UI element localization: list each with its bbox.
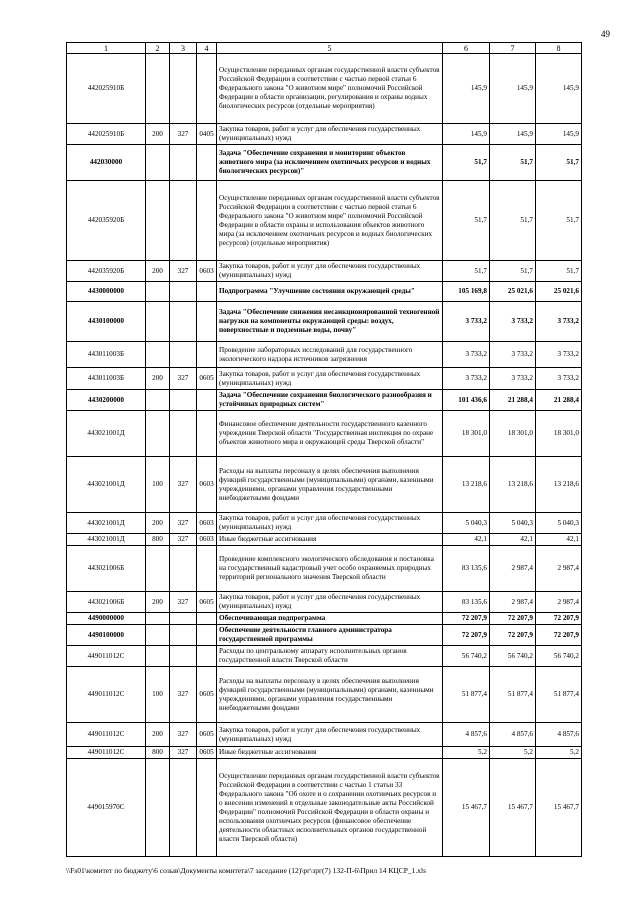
target-article-code: 4490100000 bbox=[67, 625, 146, 646]
administrator-code: 327 bbox=[170, 723, 197, 747]
item-name: Осуществление переданных органам государственной власти субъектов Российской Федерации в соответствии с частью первой статьи 6 Федерального закона "О животном мире" полномочий Российской Федерации в области охраны и использования объектов животного мира (за исключением охотничьих ресурсов и водных биологических ресурсов) (отдельные мероприятия) bbox=[217, 181, 443, 261]
table-row bbox=[67, 302, 582, 342]
administrator-code: 327 bbox=[170, 368, 197, 390]
amount-col8: 4 857,6 bbox=[536, 723, 582, 747]
section-code: 0405 bbox=[197, 124, 217, 145]
administrator-code bbox=[170, 625, 197, 646]
target-article-code: 4490000000 bbox=[67, 613, 146, 625]
amount-col8: 51 877,4 bbox=[536, 667, 582, 723]
item-name: Проведение комплексного экологического обследования и постановка на государственный кадастровый учет особо охраняемых природных территорий регионального значения Тверской области bbox=[217, 546, 443, 592]
amount-col7: 25 021,6 bbox=[490, 282, 536, 302]
table-row bbox=[67, 124, 582, 145]
amount-col8: 72 207,9 bbox=[536, 613, 582, 625]
amount-col8: 21 288,4 bbox=[536, 390, 582, 411]
page-number: 49 bbox=[601, 29, 610, 39]
amount-col8: 51,7 bbox=[536, 181, 582, 261]
item-name: Подпрограмма "Улучшение состояния окружающей среды" bbox=[217, 282, 443, 302]
administrator-code bbox=[170, 302, 197, 342]
table-row bbox=[67, 390, 582, 411]
expense-type-code: 200 bbox=[146, 592, 170, 613]
amount-col7: 5 040,3 bbox=[490, 513, 536, 534]
item-name: Обеспечивающая подпрограмма bbox=[217, 613, 443, 625]
amount-col6: 101 436,6 bbox=[443, 390, 490, 411]
amount-col6: 5,2 bbox=[443, 747, 490, 759]
administrator-code: 327 bbox=[170, 457, 197, 513]
amount-col7: 3 733,2 bbox=[490, 302, 536, 342]
target-article-code: 443011003Б bbox=[67, 342, 146, 368]
amount-col7: 51,7 bbox=[490, 145, 536, 181]
expense-type-code bbox=[146, 302, 170, 342]
amount-col6: 15 467,7 bbox=[443, 759, 490, 857]
amount-col6: 72 207,9 bbox=[443, 625, 490, 646]
expense-type-code bbox=[146, 282, 170, 302]
amount-col7: 18 301,0 bbox=[490, 411, 536, 457]
item-name: Закупка товаров, работ и услуг для обеспечения государственных (муниципальных) нужд bbox=[217, 592, 443, 613]
amount-col7: 3 733,2 bbox=[490, 342, 536, 368]
target-article-code: 4430000000 bbox=[67, 282, 146, 302]
table-row bbox=[67, 546, 582, 592]
administrator-code bbox=[170, 646, 197, 667]
amount-col8: 3 733,2 bbox=[536, 302, 582, 342]
amount-col8: 56 740,2 bbox=[536, 646, 582, 667]
amount-col8: 51,7 bbox=[536, 145, 582, 181]
administrator-code: 327 bbox=[170, 534, 197, 546]
target-article-code: 449011012С bbox=[67, 747, 146, 759]
table-row bbox=[67, 342, 582, 368]
expense-type-code: 200 bbox=[146, 124, 170, 145]
header-cell: 6 bbox=[443, 43, 490, 54]
table-row bbox=[67, 513, 582, 534]
item-name: Закупка товаров, работ и услуг для обеспечения государственных (муниципальных) нужд bbox=[217, 723, 443, 747]
table-row bbox=[67, 592, 582, 613]
table-row bbox=[67, 54, 582, 124]
section-code bbox=[197, 54, 217, 124]
amount-col7: 3 733,2 bbox=[490, 368, 536, 390]
expense-type-code bbox=[146, 625, 170, 646]
administrator-code: 327 bbox=[170, 513, 197, 534]
expense-type-code bbox=[146, 181, 170, 261]
section-code: 0605 bbox=[197, 368, 217, 390]
amount-col6: 51,7 bbox=[443, 181, 490, 261]
expense-type-code: 200 bbox=[146, 513, 170, 534]
expense-type-code: 800 bbox=[146, 747, 170, 759]
amount-col7: 2 987,4 bbox=[490, 546, 536, 592]
administrator-code bbox=[170, 613, 197, 625]
item-name: Закупка товаров, работ и услуг для обеспечения государственных (муниципальных) нужд bbox=[217, 124, 443, 145]
amount-col7: 4 857,6 bbox=[490, 723, 536, 747]
table-row bbox=[67, 613, 582, 625]
expense-type-code bbox=[146, 145, 170, 181]
amount-col6: 13 218,6 bbox=[443, 457, 490, 513]
amount-col8: 145,9 bbox=[536, 54, 582, 124]
target-article-code: 442035920Б bbox=[67, 261, 146, 282]
expense-type-code bbox=[146, 54, 170, 124]
section-code: 0603 bbox=[197, 261, 217, 282]
amount-col6: 5 040,3 bbox=[443, 513, 490, 534]
item-name: Иные бюджетные ассигнования bbox=[217, 747, 443, 759]
amount-col7: 5,2 bbox=[490, 747, 536, 759]
section-code bbox=[197, 145, 217, 181]
header-cell: 3 bbox=[170, 43, 197, 54]
target-article-code: 442025910Б bbox=[67, 54, 146, 124]
section-code bbox=[197, 759, 217, 857]
budget-table bbox=[66, 42, 582, 857]
expense-type-code: 100 bbox=[146, 667, 170, 723]
target-article-code: 443021001Д bbox=[67, 457, 146, 513]
item-name: Осуществление переданных органам государственной власти субъектов Российской Федерации в соответствии с частью первой статьи 6 Федерального закона "О животном мире" полномочий Российской Федерации в области организации, регулирования и охраны водных биологических ресурсов (отдельные мероприятия) bbox=[217, 54, 443, 124]
administrator-code: 327 bbox=[170, 592, 197, 613]
header-cell: 4 bbox=[197, 43, 217, 54]
section-code: 0605 bbox=[197, 747, 217, 759]
administrator-code: 327 bbox=[170, 667, 197, 723]
expense-type-code bbox=[146, 390, 170, 411]
item-name: Задача "Обеспечение снижения несанкционированной техногенной нагрузки на компоненты окружающей среды: воздух, поверхностные и подземные воды, почву" bbox=[217, 302, 443, 342]
amount-col7: 13 218,6 bbox=[490, 457, 536, 513]
target-article-code: 442025910Б bbox=[67, 124, 146, 145]
section-code: 0605 bbox=[197, 592, 217, 613]
target-article-code: 4430100000 bbox=[67, 302, 146, 342]
administrator-code: 327 bbox=[170, 261, 197, 282]
amount-col8: 42,1 bbox=[536, 534, 582, 546]
section-code bbox=[197, 625, 217, 646]
administrator-code: 327 bbox=[170, 747, 197, 759]
section-code bbox=[197, 646, 217, 667]
item-name: Финансовое обеспечение деятельности государственного казенного учреждения Тверской области "Государственная инспекция по охране объектов животного мира и окружающей среды Тверской области" bbox=[217, 411, 443, 457]
administrator-code bbox=[170, 411, 197, 457]
amount-col7: 72 207,9 bbox=[490, 625, 536, 646]
administrator-code bbox=[170, 54, 197, 124]
table-row bbox=[67, 646, 582, 667]
administrator-code: 327 bbox=[170, 124, 197, 145]
target-article-code: 449015970С bbox=[67, 759, 146, 857]
amount-col8: 13 218,6 bbox=[536, 457, 582, 513]
amount-col6: 42,1 bbox=[443, 534, 490, 546]
amount-col7: 51 877,4 bbox=[490, 667, 536, 723]
amount-col7: 51,7 bbox=[490, 261, 536, 282]
target-article-code: 4430200000 bbox=[67, 390, 146, 411]
section-code bbox=[197, 181, 217, 261]
amount-col8: 2 987,4 bbox=[536, 592, 582, 613]
section-code bbox=[197, 613, 217, 625]
target-article-code: 443021001Д bbox=[67, 411, 146, 457]
expense-type-code bbox=[146, 342, 170, 368]
administrator-code bbox=[170, 390, 197, 411]
header-cell: 8 bbox=[536, 43, 582, 54]
item-name: Закупка товаров, работ и услуг для обеспечения государственных (муниципальных) нужд bbox=[217, 368, 443, 390]
expense-type-code: 200 bbox=[146, 723, 170, 747]
amount-col8: 25 021,6 bbox=[536, 282, 582, 302]
amount-col8: 15 467,7 bbox=[536, 759, 582, 857]
section-code bbox=[197, 282, 217, 302]
table-row bbox=[67, 723, 582, 747]
amount-col7: 15 467,7 bbox=[490, 759, 536, 857]
table-row bbox=[67, 534, 582, 546]
expense-type-code: 800 bbox=[146, 534, 170, 546]
amount-col7: 145,9 bbox=[490, 54, 536, 124]
amount-col8: 72 207,9 bbox=[536, 625, 582, 646]
amount-col6: 4 857,6 bbox=[443, 723, 490, 747]
amount-col6: 145,9 bbox=[443, 54, 490, 124]
amount-col7: 145,9 bbox=[490, 124, 536, 145]
section-code: 0605 bbox=[197, 723, 217, 747]
amount-col6: 83 135,6 bbox=[443, 546, 490, 592]
table-row bbox=[67, 747, 582, 759]
target-article-code: 449011012С bbox=[67, 723, 146, 747]
amount-col8: 3 733,2 bbox=[536, 368, 582, 390]
amount-col8: 2 987,4 bbox=[536, 546, 582, 592]
section-code bbox=[197, 390, 217, 411]
amount-col6: 3 733,2 bbox=[443, 342, 490, 368]
amount-col7: 2 987,4 bbox=[490, 592, 536, 613]
item-name: Закупка товаров, работ и услуг для обеспечения государственных (муниципальных) нужд bbox=[217, 513, 443, 534]
target-article-code: 442035920Б bbox=[67, 181, 146, 261]
section-code: 0603 bbox=[197, 457, 217, 513]
amount-col6: 3 733,2 bbox=[443, 302, 490, 342]
amount-col8: 51,7 bbox=[536, 261, 582, 282]
amount-col6: 51,7 bbox=[443, 145, 490, 181]
target-article-code: 443021006Б bbox=[67, 592, 146, 613]
target-article-code: 443021001Д bbox=[67, 513, 146, 534]
section-code bbox=[197, 546, 217, 592]
administrator-code bbox=[170, 342, 197, 368]
section-code: 0605 bbox=[197, 667, 217, 723]
item-name: Задача "Обеспечение сохранения биологического разнообразия и устойчивых природных систем" bbox=[217, 390, 443, 411]
table-row bbox=[67, 411, 582, 457]
table-row bbox=[67, 667, 582, 723]
item-name: Проведение лабораторных исследований для государственного экологического надзора источников загрязнения bbox=[217, 342, 443, 368]
table-row bbox=[67, 181, 582, 261]
amount-col6: 18 301,0 bbox=[443, 411, 490, 457]
item-name: Иные бюджетные ассигнования bbox=[217, 534, 443, 546]
amount-col8: 18 301,0 bbox=[536, 411, 582, 457]
table-row bbox=[67, 282, 582, 302]
expense-type-code bbox=[146, 546, 170, 592]
amount-col6: 51,7 bbox=[443, 261, 490, 282]
amount-col6: 72 207,9 bbox=[443, 613, 490, 625]
target-article-code: 449011012С bbox=[67, 667, 146, 723]
amount-col8: 3 733,2 bbox=[536, 342, 582, 368]
target-article-code: 442030000 bbox=[67, 145, 146, 181]
amount-col6: 105 169,8 bbox=[443, 282, 490, 302]
expense-type-code: 100 bbox=[146, 457, 170, 513]
item-name: Расходы на выплаты персоналу в целях обеспечения выполнения функций государственными (муниципальными) органами, казенными учреждениями, органами управления государственными внебюджетными фондами bbox=[217, 667, 443, 723]
item-name: Осуществление переданных органам государственной власти субъектов Российской Федерации в соответствии с частью 1 статьи 33 Федерального закона "Об охоте и о сохранении охотничьих ресурсов и о внесении изменений в отдельные законодательные акты Российской Федерации" полномочий Российской Федерации в области охраны и использования охотничьих ресурсов (финансовое обеспечение деятельности областных исполнительных органов государственной власти Тверской области) bbox=[217, 759, 443, 857]
administrator-code bbox=[170, 181, 197, 261]
table-row bbox=[67, 759, 582, 857]
amount-col8: 145,9 bbox=[536, 124, 582, 145]
amount-col7: 42,1 bbox=[490, 534, 536, 546]
section-code: 0603 bbox=[197, 513, 217, 534]
section-code bbox=[197, 342, 217, 368]
amount-col8: 5,2 bbox=[536, 747, 582, 759]
amount-col7: 51,7 bbox=[490, 181, 536, 261]
table-row bbox=[67, 625, 582, 646]
expense-type-code: 200 bbox=[146, 261, 170, 282]
amount-col6: 83 135,6 bbox=[443, 592, 490, 613]
target-article-code: 443021006Б bbox=[67, 546, 146, 592]
amount-col6: 145,9 bbox=[443, 124, 490, 145]
expense-type-code bbox=[146, 411, 170, 457]
expense-type-code bbox=[146, 613, 170, 625]
amount-col6: 56 740,2 bbox=[443, 646, 490, 667]
header-row bbox=[67, 43, 582, 54]
administrator-code bbox=[170, 759, 197, 857]
section-code bbox=[197, 411, 217, 457]
file-path-footer: \\Fs01\комитет по бюджету\6 созыв\Документы комитета\7 заседание (12)\рг\зрг(7) 132-П-6\Прил 14 КЦСР_1.xls bbox=[66, 866, 427, 875]
header-cell: 7 bbox=[490, 43, 536, 54]
table-row bbox=[67, 368, 582, 390]
expense-type-code bbox=[146, 759, 170, 857]
header-cell: 1 bbox=[67, 43, 146, 54]
table-row bbox=[67, 145, 582, 181]
amount-col6: 3 733,2 bbox=[443, 368, 490, 390]
expense-type-code: 200 bbox=[146, 368, 170, 390]
amount-col6: 51 877,4 bbox=[443, 667, 490, 723]
section-code bbox=[197, 302, 217, 342]
target-article-code: 443011003Б bbox=[67, 368, 146, 390]
administrator-code bbox=[170, 282, 197, 302]
administrator-code bbox=[170, 546, 197, 592]
target-article-code: 443021001Д bbox=[67, 534, 146, 546]
item-name: Закупка товаров, работ и услуг для обеспечения государственных (муниципальных) нужд bbox=[217, 261, 443, 282]
target-article-code: 449011012С bbox=[67, 646, 146, 667]
header-cell: 5 bbox=[217, 43, 443, 54]
item-name: Расходы на выплаты персоналу в целях обеспечения выполнения функций государственными (муниципальными) органами, казенными учреждениями, органами управления государственными внебюджетными фондами bbox=[217, 457, 443, 513]
administrator-code bbox=[170, 145, 197, 181]
table-row bbox=[67, 457, 582, 513]
amount-col7: 72 207,9 bbox=[490, 613, 536, 625]
amount-col8: 5 040,3 bbox=[536, 513, 582, 534]
section-code: 0603 bbox=[197, 534, 217, 546]
amount-col7: 21 288,4 bbox=[490, 390, 536, 411]
table-row bbox=[67, 261, 582, 282]
header-cell: 2 bbox=[146, 43, 170, 54]
expense-type-code bbox=[146, 646, 170, 667]
item-name: Расходы по центральному аппарату исполнительных органов государственной власти Тверской области bbox=[217, 646, 443, 667]
amount-col7: 56 740,2 bbox=[490, 646, 536, 667]
item-name: Задача "Обеспечение сохранения и мониторинг объектов животного мира (за исключением охотничьих ресурсов и водных биологических ресурсов)" bbox=[217, 145, 443, 181]
item-name: Обеспечение деятельности главного администратора государственной программы bbox=[217, 625, 443, 646]
